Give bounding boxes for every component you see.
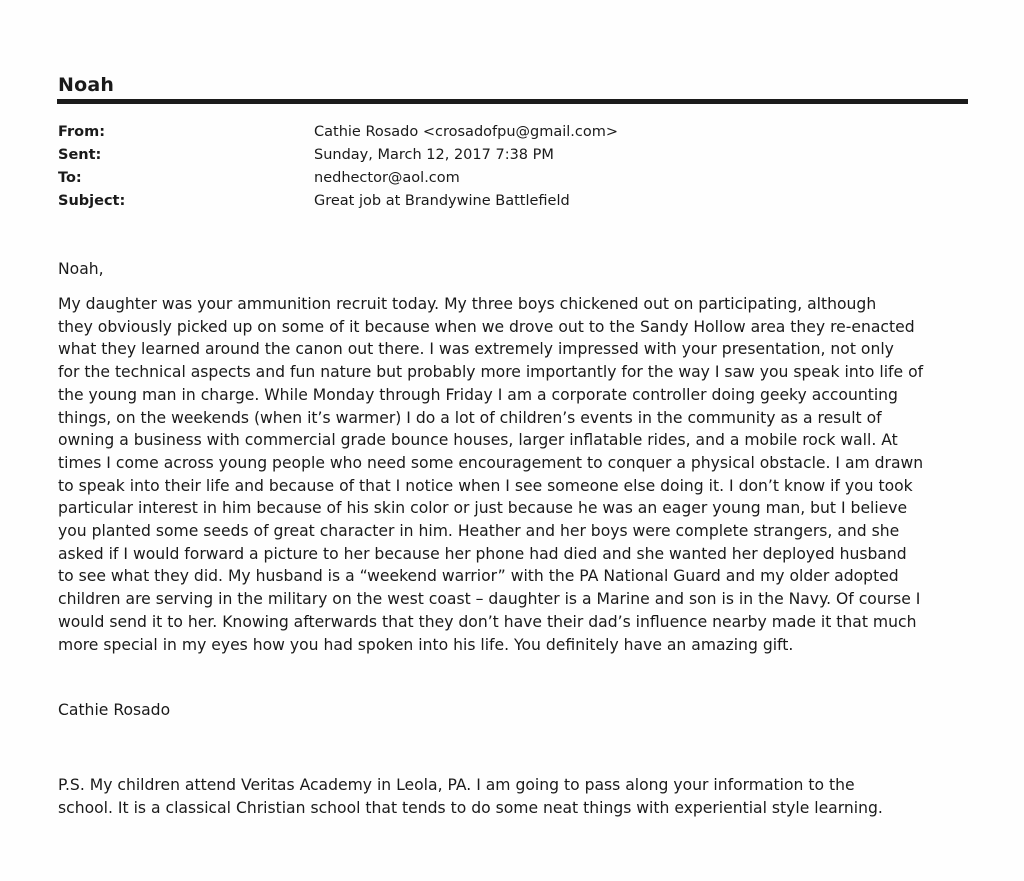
body-line: would send it to her. Knowing afterwards that they don’t have their dad’s influence nearby made it that much	[58, 612, 917, 631]
body-line: you planted some seeds of great character in him. Heather and her boys were complete strangers, and she	[58, 522, 900, 541]
header-row-to	[58, 167, 958, 190]
mailbox-owner-name: Noah	[58, 74, 115, 96]
recipient-value: nedhector@aol.com	[314, 170, 460, 186]
sent-date-value: Sunday, March 12, 2017 7:38 PM	[314, 147, 554, 163]
header-row-from	[58, 121, 958, 144]
body-line: children are serving in the military on the west coast – daughter is a Marine and son is in the Navy. Of course I	[58, 590, 921, 609]
body-line: the young man in charge. While Monday through Friday I am a corporate controller doing geeky accounting	[58, 385, 898, 404]
postscript-line: P.S. My children attend Veritas Academy in Leola, PA. I am going to pass along your information to the	[58, 776, 855, 794]
body-line: they obviously picked up on some of it because when we drove out to the Sandy Hollow area they re-enacted	[58, 317, 915, 336]
body-line: times I come across young people who need some encouragement to conquer a physical obstacle. I am drawn	[58, 453, 924, 472]
postscript-line: school. It is a classical Christian school that tends to do some neat things with experiential style learning.	[58, 798, 883, 817]
body-line: particular interest in him because of his skin color or just because he was an eager young man, but I believe	[58, 499, 908, 518]
subject-value: Great job at Brandywine Battlefield	[314, 193, 570, 209]
body-line: things, on the weekends (when it’s warmer) I do a lot of children’s events in the community as a result of	[58, 408, 882, 427]
body-line: asked if I would forward a picture to her because her phone had died and she wanted her deployed husband	[58, 544, 907, 563]
body-line: more special in my eyes how you had spoken into his life. You definitely have an amazing gift.	[58, 635, 794, 654]
body-line: My daughter was your ammunition recruit today. My three boys chickened out on participating, although	[58, 295, 877, 313]
body-line: what they learned around the canon out there. I was extremely impressed with your presentation, not only	[58, 340, 894, 359]
header-row-sent	[58, 144, 958, 167]
greeting: Noah,	[58, 260, 104, 278]
signature: Cathie Rosado	[58, 701, 171, 719]
header-divider	[57, 99, 968, 104]
email-headers	[58, 121, 958, 213]
message-body	[58, 293, 973, 656]
body-line: owning a business with commercial grade bounce houses, larger inflatable rides, and a mobile rock wall. At	[58, 431, 898, 450]
header-label: Subject:	[58, 193, 126, 209]
header-label: Sent:	[58, 147, 102, 163]
body-line: for the technical aspects and fun nature but probably more importantly for the way I saw you speak into life of	[58, 363, 924, 382]
header-row-subject	[58, 190, 958, 213]
body-line: to speak into their life and because of that I notice when I see someone else doing it. I don’t know if you took	[58, 476, 913, 495]
header-label: To:	[58, 170, 82, 186]
header-label: From:	[58, 124, 105, 140]
body-line: to see what they did. My husband is a “weekend warrior” with the PA National Guard and my older adopted	[58, 567, 899, 586]
postscript	[58, 774, 973, 819]
sender-value: Cathie Rosado <crosadofpu@gmail.com>	[314, 124, 619, 140]
